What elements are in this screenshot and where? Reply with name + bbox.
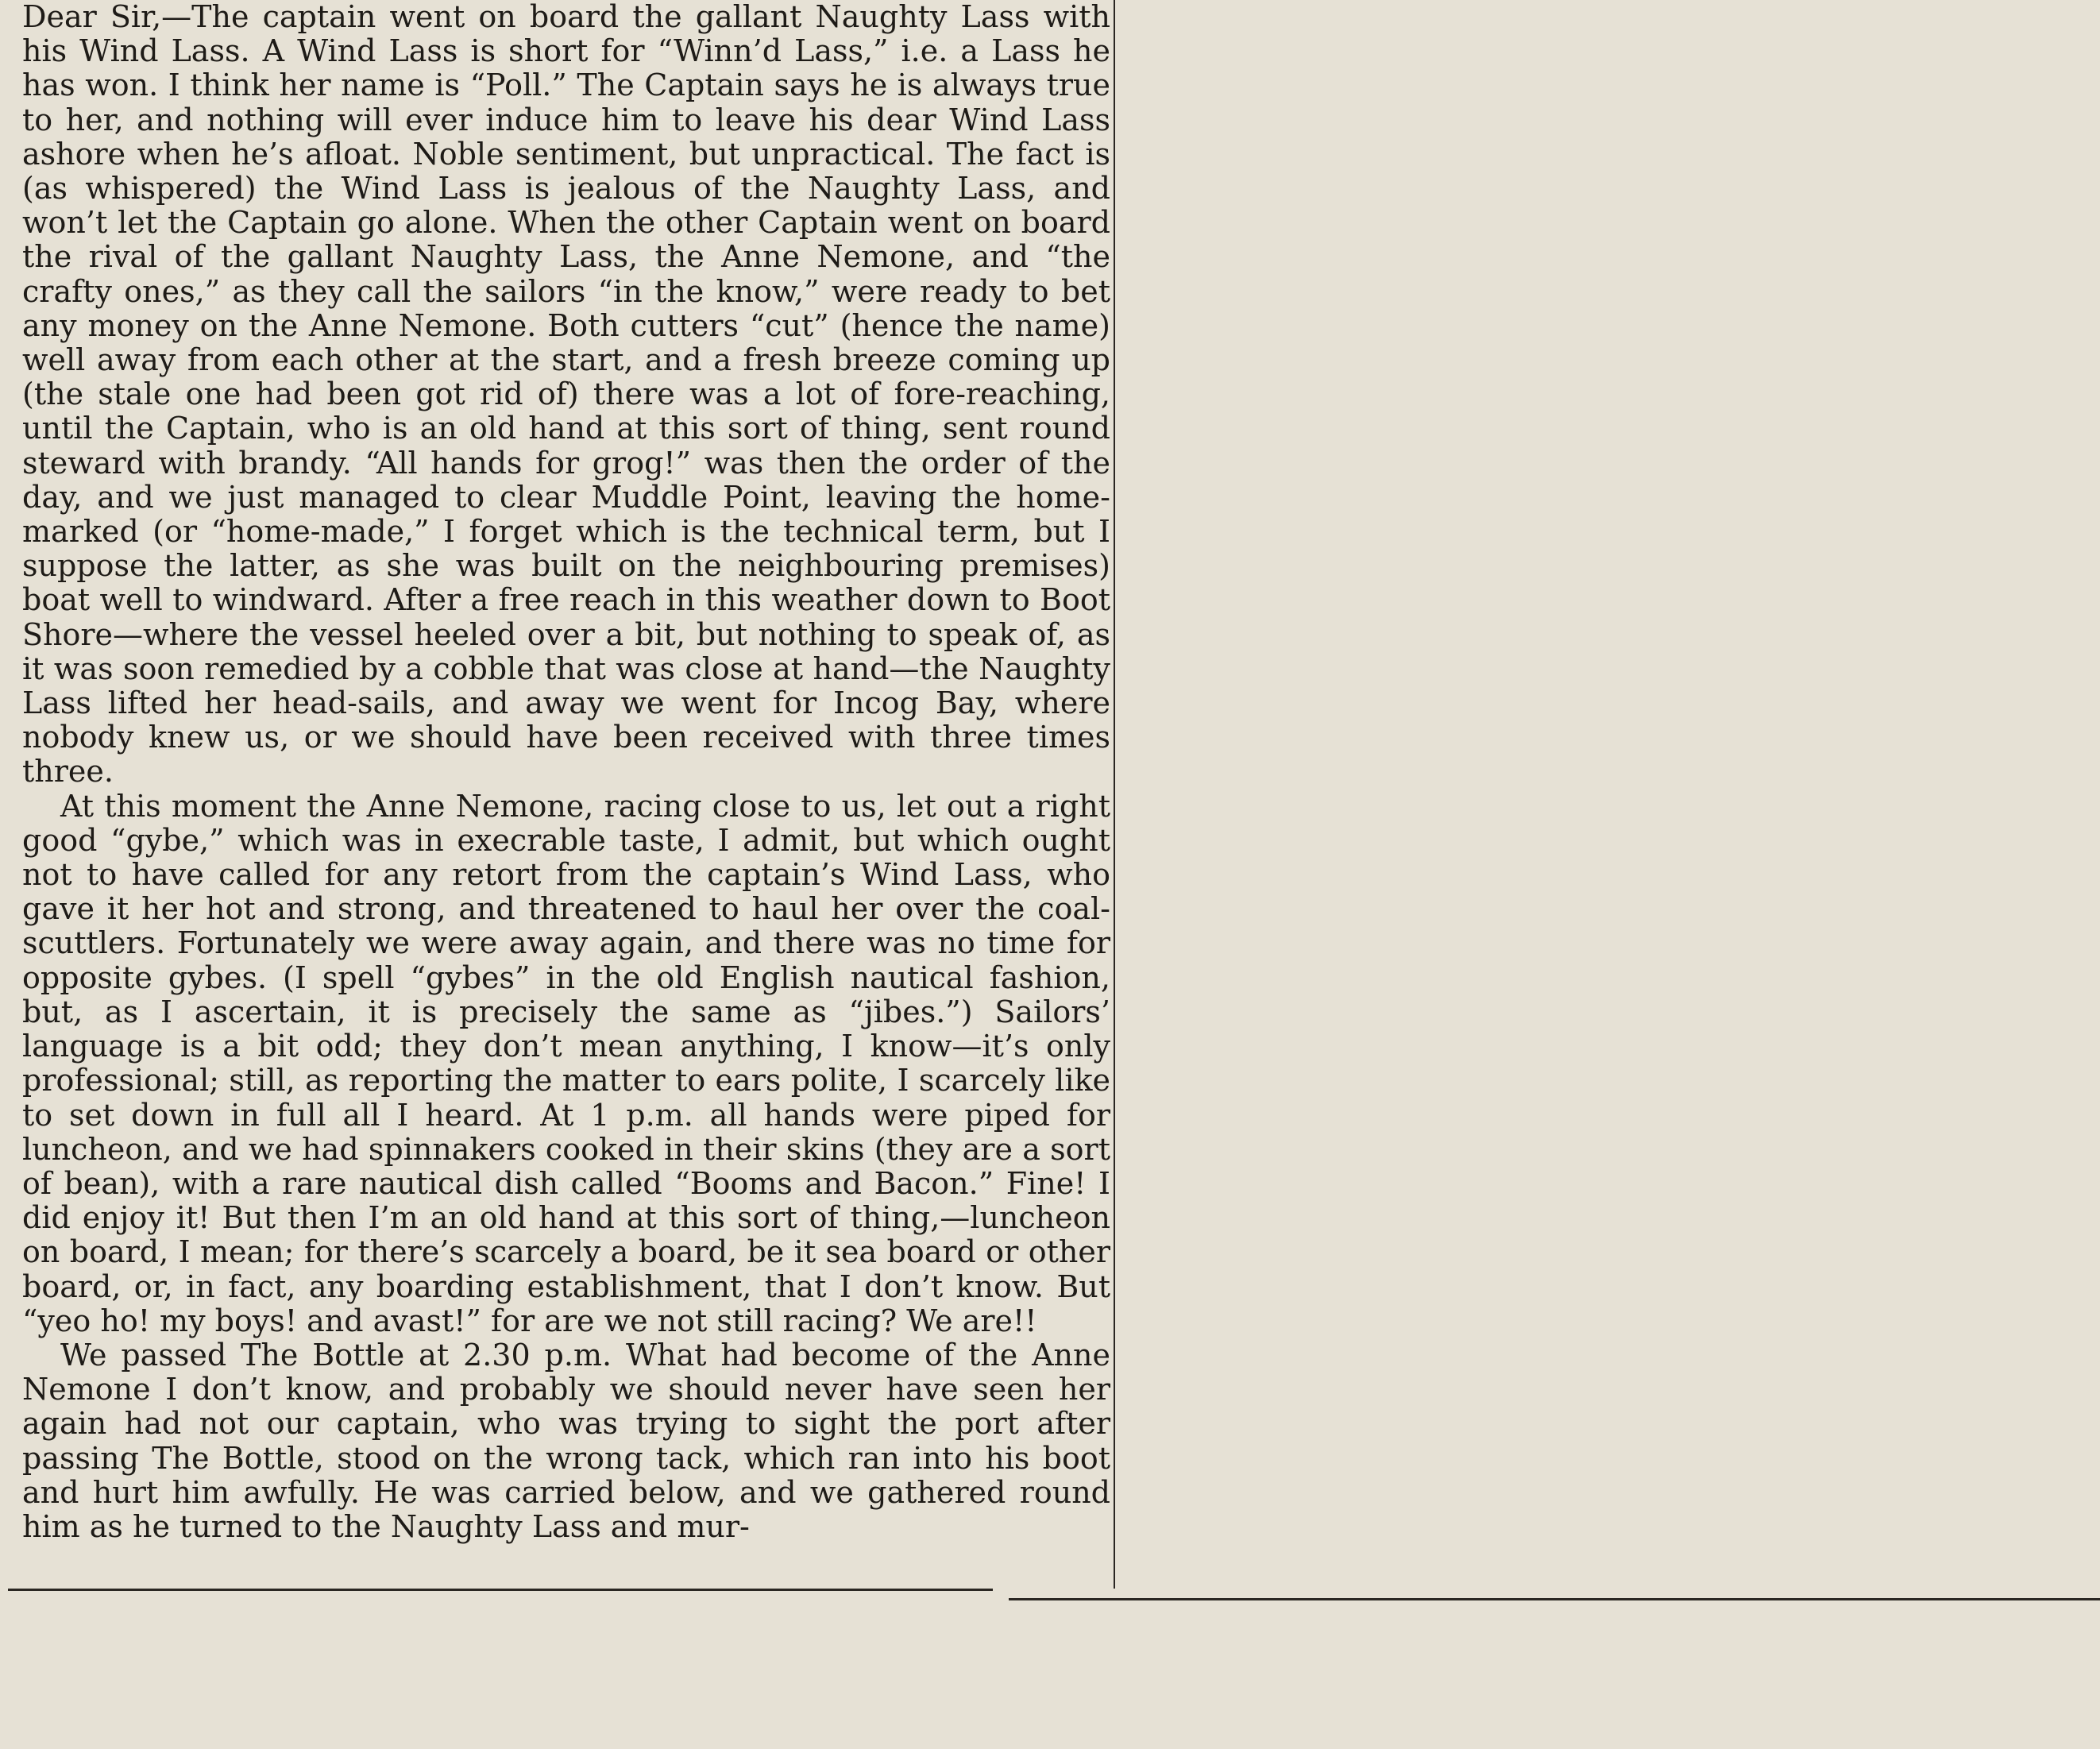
bottom-rule-left [8,1589,993,1591]
left-column [22,0,1110,1544]
bottom-rule-right [1009,1598,2100,1600]
paragraph-3: We passed The Bottle at 2.30 p.m. What had become of the Anne Nemone I don’t know, and probably we should never have seen her again had not our captain, who was trying to sight the port after passing The Bottle, stood on the wrong tack, which ran into his boot and hurt him awfully. He was carried below, and we gathered round him as he turned to the Naughty Lass and mur- [22,1337,1110,1544]
paragraph-1: Dear Sir,—The captain went on board the gallant Naughty Lass with his Wind Lass. A Wind Lass is short for “Winn’d Lass,” i.e. a Lass he has won. I think her name is “Poll.” The Captain says he is always true to her, and nothing will ever induce him to leave his dear Wind Lass ashore when he’s afloat. Noble sentiment, but unpractical. The fact is (as whispered) the Wind Lass is jealous of the Naughty Lass, and won’t let the Captain go alone. When the other Captain went on board the rival of the gallant Naughty Lass, the Anne Nemone, and “the crafty ones,” as they call the sailors “in the know,” were ready to bet any money on the Anne Nemone. Both cutters “cut” (hence the name) well away from each other at the start, and a fresh breeze coming up (the stale one had been got rid of) there was a lot of fore-reaching, until the Captain, who is an old hand at this sort of thing, sent round steward with brandy. “All hands for grog!” was then the order of the day, and we just managed to clear Muddle Point, leaving the home-marked (or “home-made,” I forget which is the technical term, but I suppose the latter, as she was built on the neighbouring premises) boat well to windward. After a free reach in this weather down to Boot Shore—where the vessel heeled over a bit, but nothing to speak of, as it was soon remedied by a cobble that was close at hand—the Naughty Lass lifted her head-sails, and away we went for Incog Bay, where nobody knew us, or we should have been received with three times three. [22,0,1110,790]
column-divider [1114,0,1115,1589]
paragraph-2: At this moment the Anne Nemone, racing close to us, let out a right good “gybe,” which was in execrable taste, I admit, but which ought not to have called for any retort from the captain’s Wind Lass, who gave it her hot and strong, and threatened to haul her over the coal-scuttlers. Fortunately we were away again, and there was no time for opposite gybes. (I spell “gybes” in the old English nautical fashion, but, as I ascertain, it is precisely the same as “jibes.”) Sailors’ language is a bit odd; they don’t mean anything, I know—it’s only professional; still, as reporting the matter to ears polite, I scarcely like to set down in full all I heard. At 1 p.m. all hands were piped for luncheon, and we had spinnakers cooked in their skins (they are a sort of bean), with a rare nautical dish called “Booms and Bacon.” Fine! I did enjoy it! But then I’m an old hand at this sort of thing,—luncheon on board, I mean; for there’s scarcely a board, be it sea board or other board, or, in fact, any boarding establishment, that I don’t know. But “yeo ho! my boys! and avast!” for are we not still racing? We are!! [22,788,1110,1338]
